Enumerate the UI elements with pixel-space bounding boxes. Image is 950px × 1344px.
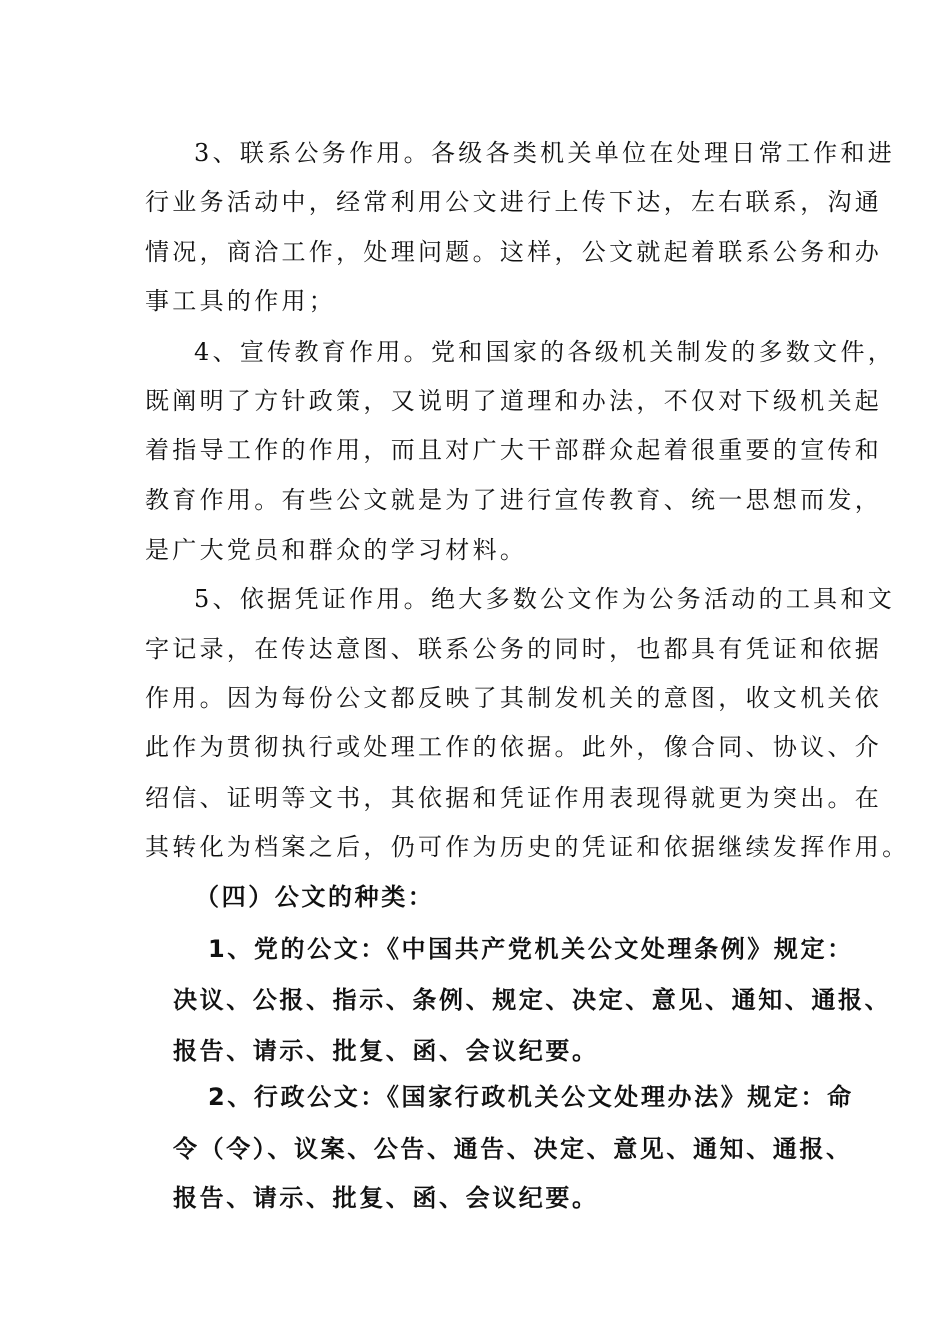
text-line: 5、依据凭证作用。绝大多数公文作为公务活动的工具和文 [194, 585, 896, 613]
text-line: 1、党的公文：《中国共产党机关公文处理条例》规定： [208, 935, 854, 963]
text-line: 既阐明了方针政策，又说明了道理和办法，不仅对下级机关起 [145, 387, 883, 415]
text-line: 此作为贯彻执行或处理工作的依据。此外，像合同、协议、介 [145, 733, 883, 761]
text-line: 情况，商洽工作，处理问题。这样，公文就起着联系公务和办 [145, 238, 883, 266]
text-line: 字记录，在传达意图、联系公务的同时，也都具有凭证和依据 [145, 635, 883, 663]
text-line: 事工具的作用； [145, 287, 337, 315]
text-line: 2、行政公文：《国家行政机关公文处理办法》规定：命 [208, 1083, 854, 1111]
text-line: 报告、请示、批复、函、会议纪要。 [173, 1037, 599, 1065]
text-line: 行业务活动中，经常利用公文进行上传下达，左右联系，沟通 [145, 188, 883, 216]
text-line: 4、宣传教育作用。党和国家的各级机关制发的多数文件， [194, 338, 896, 366]
text-line: 令（令）、议案、公告、通告、决定、意见、通知、通报、 [173, 1135, 853, 1163]
text-line: 决议、公报、指示、条例、规定、决定、意见、通知、通报、 [173, 986, 892, 1014]
text-line: 其转化为档案之后，仍可作为历史的凭证和依据继续发挥作用。 [145, 833, 910, 861]
section-heading: （四）公文的种类： [195, 883, 435, 911]
text-line: 3、联系公务作用。各级各类机关单位在处理日常工作和进 [194, 139, 896, 167]
text-line: 作用。因为每份公文都反映了其制发机关的意图，收文机关依 [145, 684, 883, 712]
text-line: 绍信、证明等文书，其依据和凭证作用表现得就更为突出。在 [145, 784, 883, 812]
text-line: 着指导工作的作用，而且对广大干部群众起着很重要的宣传和 [145, 436, 883, 464]
text-line: 教育作用。有些公文就是为了进行宣传教育、统一思想而发， [145, 486, 883, 514]
text-line: 是广大党员和群众的学习材料。 [145, 536, 528, 564]
text-line: 报告、请示、批复、函、会议纪要。 [173, 1184, 599, 1212]
